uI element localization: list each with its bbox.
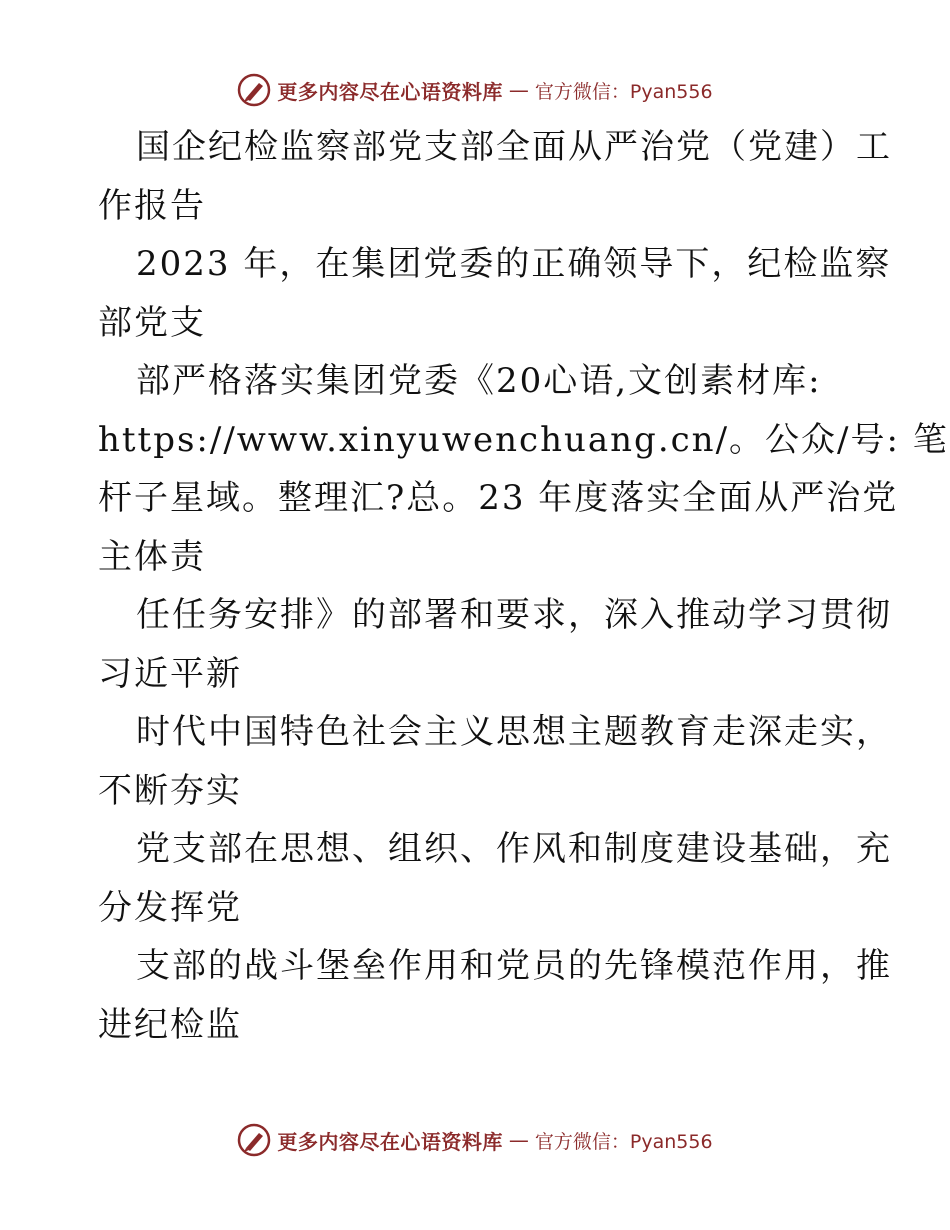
paragraph-line: 分发挥党 [98, 887, 242, 928]
footer-brand-text: 更多内容尽在心语资料库 [277, 1129, 503, 1154]
header-brand-text: 更多内容尽在心语资料库 [277, 79, 503, 104]
header-banner [0, 70, 950, 110]
footer-separator: — [508, 1128, 529, 1152]
paragraph-line: 主体责 [98, 536, 206, 577]
paragraph-line: 杆子星域。整理汇?总。23 年度落实全面从严治党 [98, 478, 899, 518]
paragraph-line: 习近平新 [98, 653, 242, 694]
title-line-2: 作报告 [98, 185, 206, 226]
document-body [98, 118, 949, 1054]
header-separator: — [508, 78, 529, 102]
paragraph-line: 时代中国特色社会主义思想主题教育走深走实， [136, 712, 892, 752]
footer-banner [0, 1120, 950, 1160]
paragraph-line: https://www.xinyuwenchuang.cn/。公众/号: 笔 [98, 419, 949, 460]
paragraph-line: 部严格落实集团党委《20心语,文创素材库: [136, 361, 822, 401]
title-line-1: 国企纪检监察部党支部全面从严治党（党建）工 [136, 127, 892, 167]
paragraph-line: 2023 年，在集团党委的正确领导下，纪检监察 [136, 244, 892, 284]
paragraph-line: 不断夯实 [98, 770, 242, 811]
paragraph-line: 进纪检监 [98, 1004, 242, 1045]
paragraph-line: 支部的战斗堡垒作用和党员的先锋模范作用，推 [136, 946, 892, 986]
paragraph-line: 部党支 [98, 302, 206, 343]
paragraph-line: 任任务安排》的部署和要求，深入推动学习贯彻 [136, 595, 892, 635]
pen-logo-icon [237, 73, 271, 107]
header-wechat-text: 官方微信：Pyan556 [534, 80, 713, 103]
paragraph-line: 党支部在思想、组织、作风和制度建设基础，充 [136, 829, 892, 869]
pen-logo-icon [237, 1123, 271, 1157]
footer-wechat-text: 官方微信：Pyan556 [534, 1130, 713, 1153]
